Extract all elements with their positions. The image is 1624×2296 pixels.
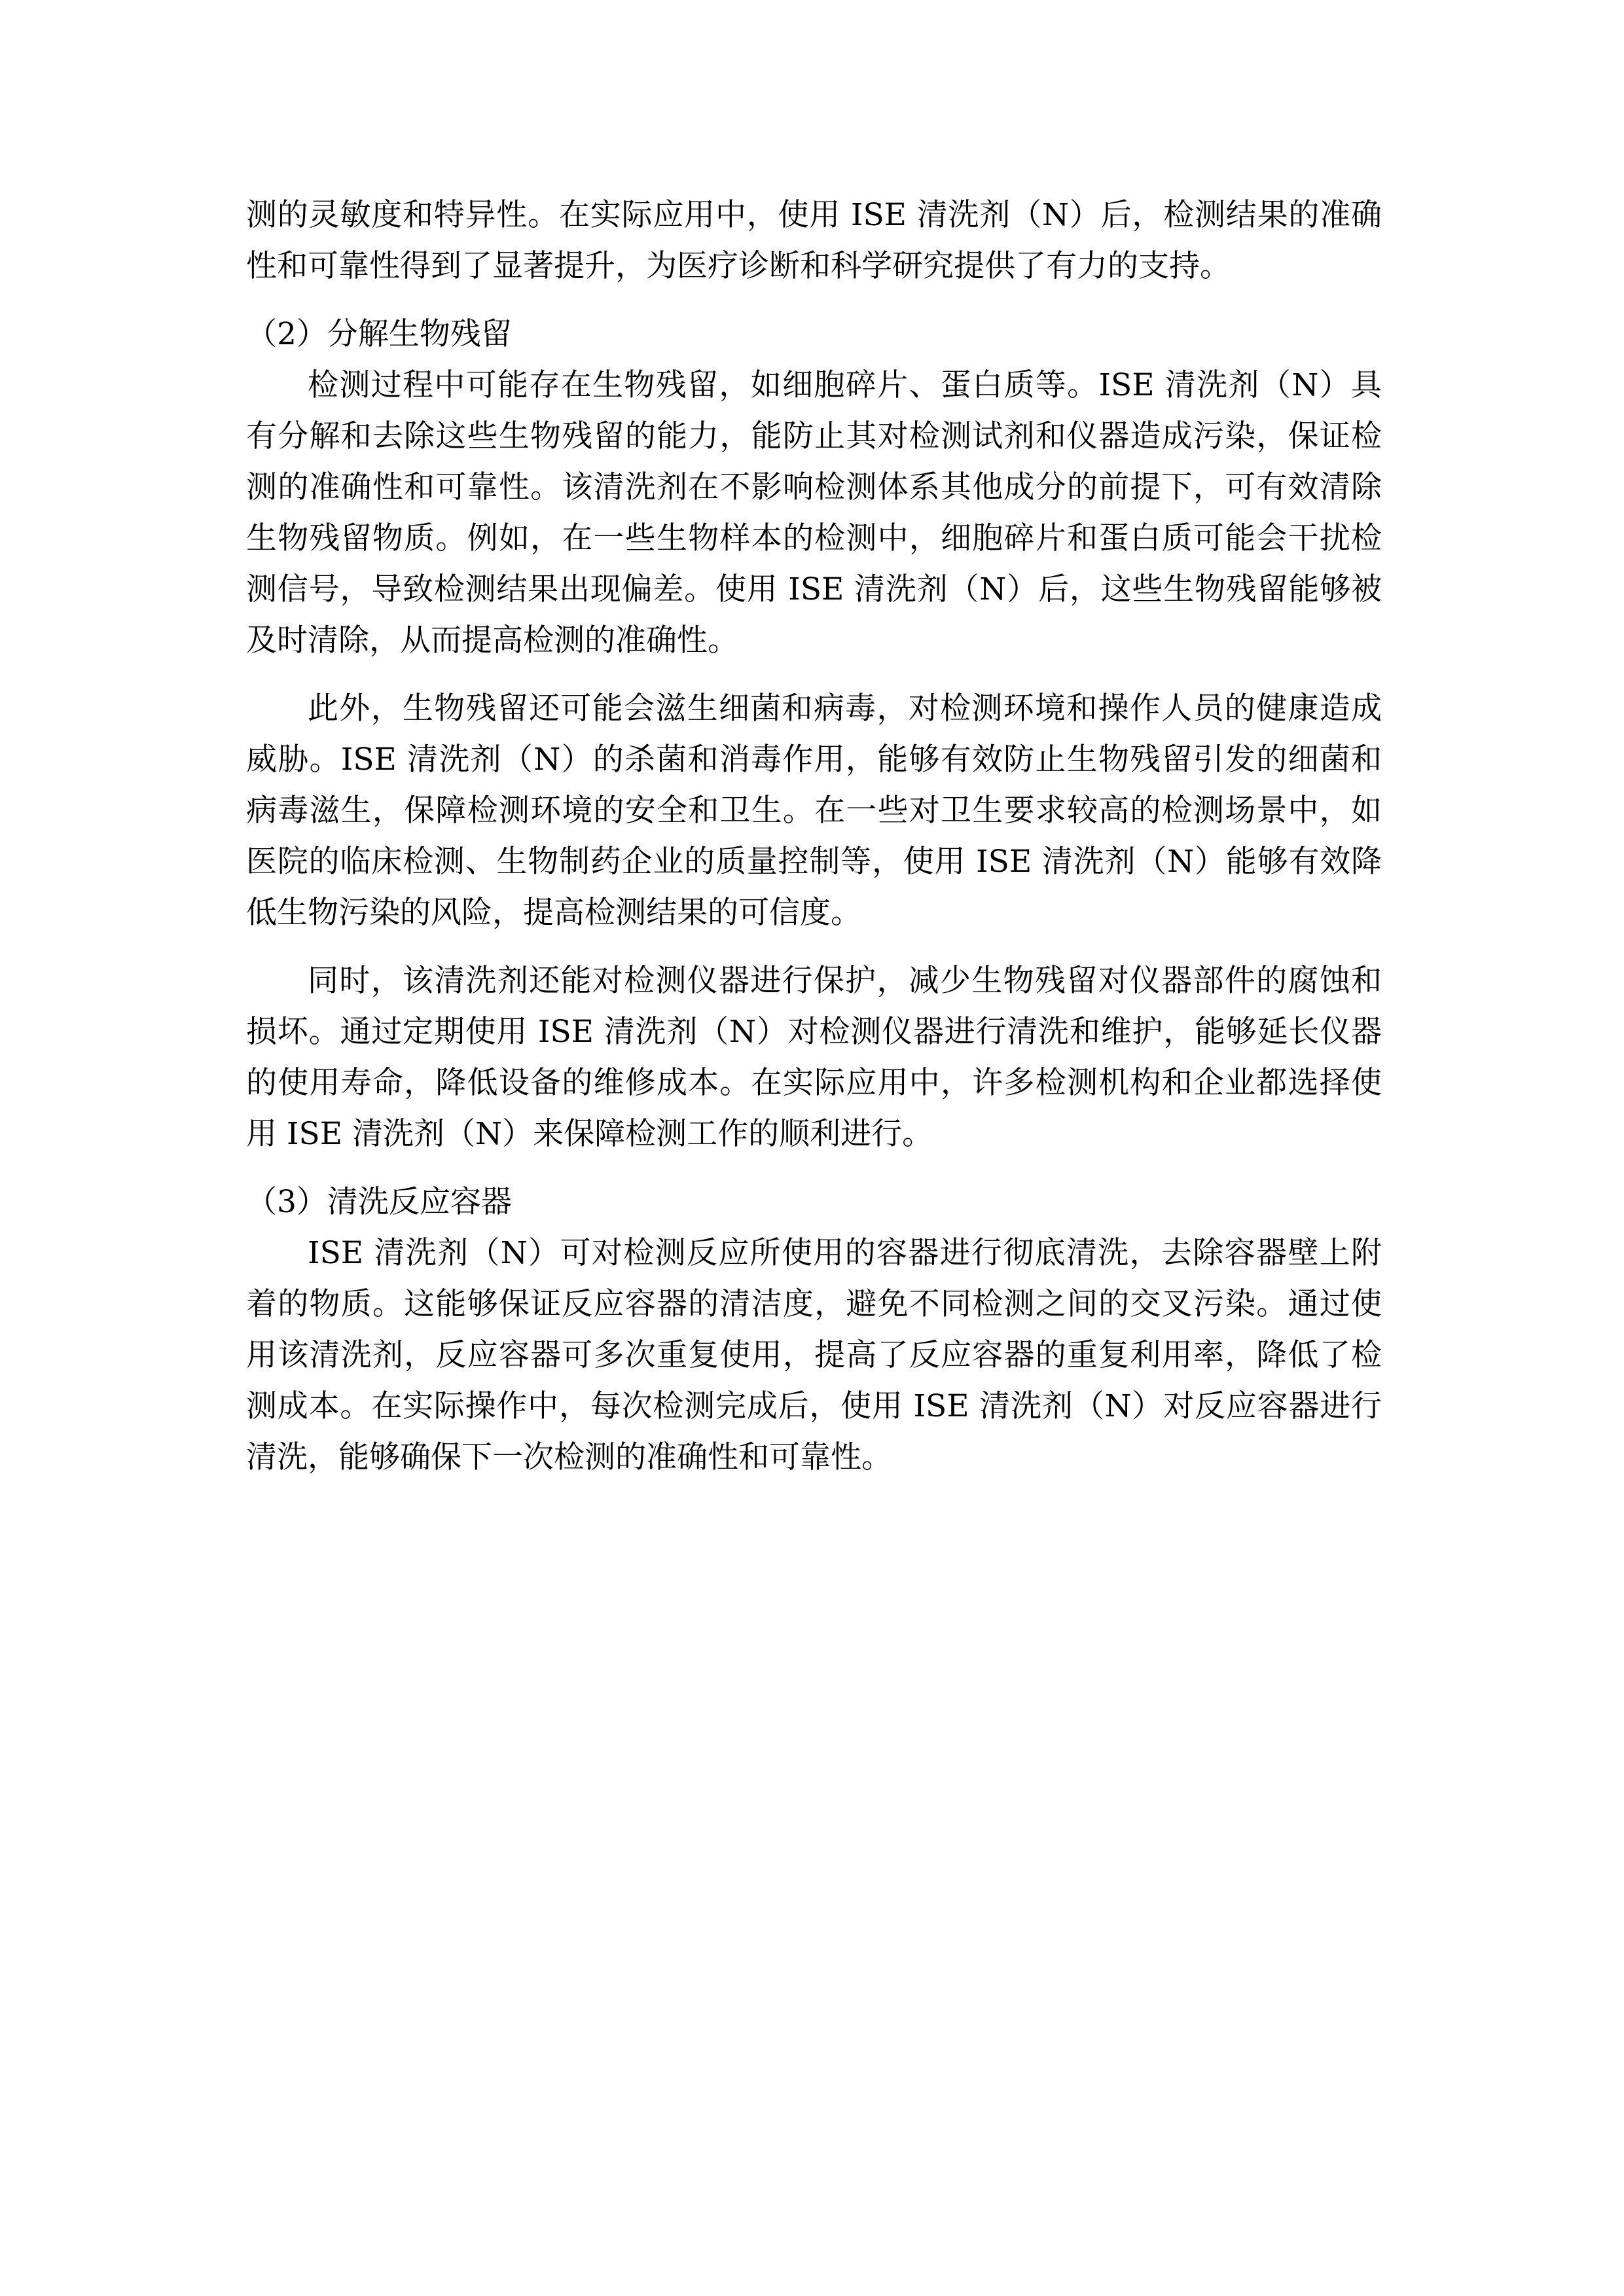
- paragraph-instrument-protection: 同时，该清洗剂还能对检测仪器进行保护，减少生物残留对仪器部件的腐蚀和损坏。通过定期使用 ISE 清洗剂（N）对检测仪器进行清洗和维护，能够延长仪器的使用寿命，降低设备的维修成本。在实际应用中，许多检测机构和企业都选择使用 ISE 清洗剂（N）来保障检测工作的顺利进行。: [246, 963, 1382, 1152]
- paragraph-continuation: 测的灵敏度和特异性。在实际应用中，使用 ISE 清洗剂（N）后，检测结果的准确性和可靠性得到了显著提升，为医疗诊断和科学研究提供了有力的支持。: [246, 197, 1382, 284]
- section-heading-3: （3）清洗反应容器: [246, 1184, 512, 1220]
- paragraph-biological-residue: 检测过程中可能存在生物残留，如细胞碎片、蛋白质等。ISE 清洗剂（N）具有分解和去除这些生物残留的能力，能防止其对检测试剂和仪器造成污染，保证检测的准确性和可靠性。该清洗剂在不影响检测体系其他成分的前提下，可有效清除生物残留物质。例如，在一些生物样本的检测中，细胞碎片和蛋白质可能会干扰检测信号，导致检测结果出现偏差。使用 ISE 清洗剂（N）后，这些生物残留能够被及时清除，从而提高检测的准确性。: [246, 367, 1382, 658]
- paragraph-bacteria-virus: 此外，生物残留还可能会滋生细菌和病毒，对检测环境和操作人员的健康造成威胁。ISE 清洗剂（N）的杀菌和消毒作用，能够有效防止生物残留引发的细菌和病毒滋生，保障检测环境的安全和卫生。在一些对卫生要求较高的检测场景中，如医院的临床检测、生物制药企业的质量控制等，使用 ISE 清洗剂（N）能够有效降低生物污染的风险，提高检测结果的可信度。: [246, 691, 1382, 931]
- paragraph-reaction-container: ISE 清洗剂（N）可对检测反应所使用的容器进行彻底清洗，去除容器壁上附着的物质。这能够保证反应容器的清洁度，避免不同检测之间的交叉污染。通过使用该清洗剂，反应容器可多次重复使用，提高了反应容器的重复利用率，降低了检测成本。在实际操作中，每次检测完成后，使用 ISE 清洗剂（N）对反应容器进行清洗，能够确保下一次检测的准确性和可靠性。: [246, 1235, 1382, 1475]
- document-body: [246, 190, 1382, 1483]
- section-heading-2: （2）分解生物残留: [246, 316, 512, 352]
